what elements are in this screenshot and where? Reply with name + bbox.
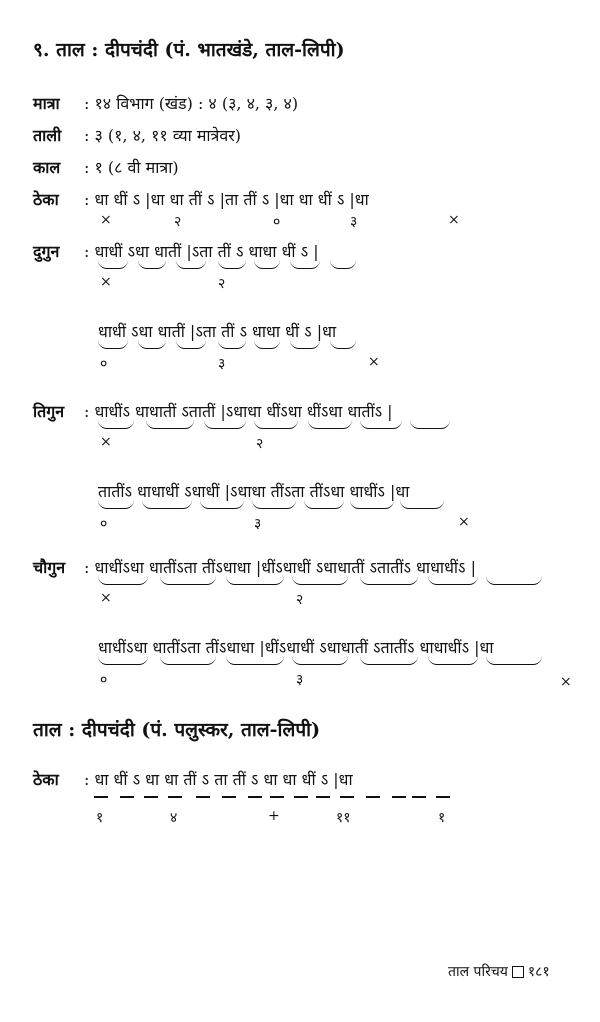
theka-mark-sam-end: × (448, 212, 460, 228)
dugun-mark-khali: ० (100, 356, 108, 372)
chaugun-mark-sam: × (100, 590, 112, 606)
chaugun-line-2: धाधींऽधा धातींऽता तींऽधाधा |धींऽधाधीं ऽधाधातीं ऽतातींऽ धाधाधींऽ |धा (98, 638, 494, 657)
tigun-line-1: : धाधींऽ धाधातीं ऽतातीं |ऽधाधा धींऽधा धींऽधा धातींऽ | (84, 402, 393, 421)
dugun-label: दुगुन (33, 242, 60, 261)
theka2-mark-1-end: १ (438, 810, 446, 826)
dugun-line-1: : धाधीं ऽधा धातीं |ऽता तीं ऽ धाधा धीं ऽ | (84, 242, 319, 261)
theka2-mark-11: ११ (336, 810, 351, 826)
tali-value: : ३ (१, ४, ११ व्या मात्रेवर) (84, 126, 242, 145)
theka2-label: ठेका (33, 770, 59, 789)
theka2-mark-1: १ (96, 810, 104, 826)
theka-label: ठेका (33, 190, 59, 209)
tigun-mark-3: ३ (254, 516, 262, 532)
tigun-mark-2: २ (256, 436, 264, 452)
section-title-2: ताल : दीपचंदी (पं. पलुस्कर, ताल-लिपी) (33, 719, 321, 741)
page-number: १८१ (527, 964, 550, 980)
page-footer (448, 962, 550, 981)
square-icon (512, 966, 524, 978)
chaugun-mark-2: २ (296, 592, 304, 608)
kaal-label: काल (33, 158, 61, 177)
theka2-bols: : धा धीं ऽ धा धा तीं ऽ ता तीं ऽ धा धा धीं ऽ |धा (84, 770, 353, 789)
theka2-mark-plus: + (268, 808, 280, 824)
chaugun-mark-sam-end: × (560, 674, 572, 690)
tigun-mark-sam-end: × (458, 514, 470, 530)
matra-label: मात्रा (33, 94, 60, 113)
dugun-mark-3: ३ (218, 356, 226, 372)
chaugun-mark-khali: ० (100, 672, 108, 688)
chaugun-label: चौगुन (33, 558, 66, 577)
theka-mark-sam: × (100, 212, 112, 228)
tigun-mark-khali: ० (100, 516, 108, 532)
dugun-mark-sam-end: × (368, 354, 380, 370)
matra-value: : १४ विभाग (खंड) : ४ (३, ४, ३, ४) (84, 94, 299, 113)
chaugun-line-1: : धाधींऽधा धातींऽता तींऽधाधा |धींऽधाधीं ऽधाधातीं ऽतातींऽ धाधाधींऽ | (84, 558, 476, 577)
theka-mark-khali: ० (273, 214, 281, 230)
section-title: ९. ताल : दीपचंदी (पं. भातखंडे, ताल-लिपी) (33, 39, 345, 61)
kaal-value: : १ (८ वी मात्रा) (84, 158, 179, 177)
tigun-line-2: तातींऽ धाधाधीं ऽधाधीं |ऽधाधा तींऽता तींऽधा धाधींऽ |धा (98, 482, 410, 501)
tigun-mark-sam: × (100, 434, 112, 450)
theka2-mark-4: ४ (170, 810, 178, 826)
theka-mark-3: ३ (350, 214, 358, 230)
tali-label: ताली (33, 126, 62, 145)
dugun-line-2: धाधीं ऽधा धातीं |ऽता तीं ऽ धाधा धीं ऽ |धा (98, 322, 337, 341)
chaugun-mark-3: ३ (296, 672, 304, 688)
dugun-mark-sam: × (100, 274, 112, 290)
footer-text: ताल परिचय (448, 964, 508, 980)
dugun-mark-2: २ (218, 276, 226, 292)
theka-bols: : धा धीं ऽ |धा धा तीं ऽ |ता तीं ऽ |धा धा धीं ऽ |धा (84, 190, 369, 209)
tigun-label: तिगुन (33, 402, 65, 421)
theka-mark-2: २ (174, 214, 182, 230)
